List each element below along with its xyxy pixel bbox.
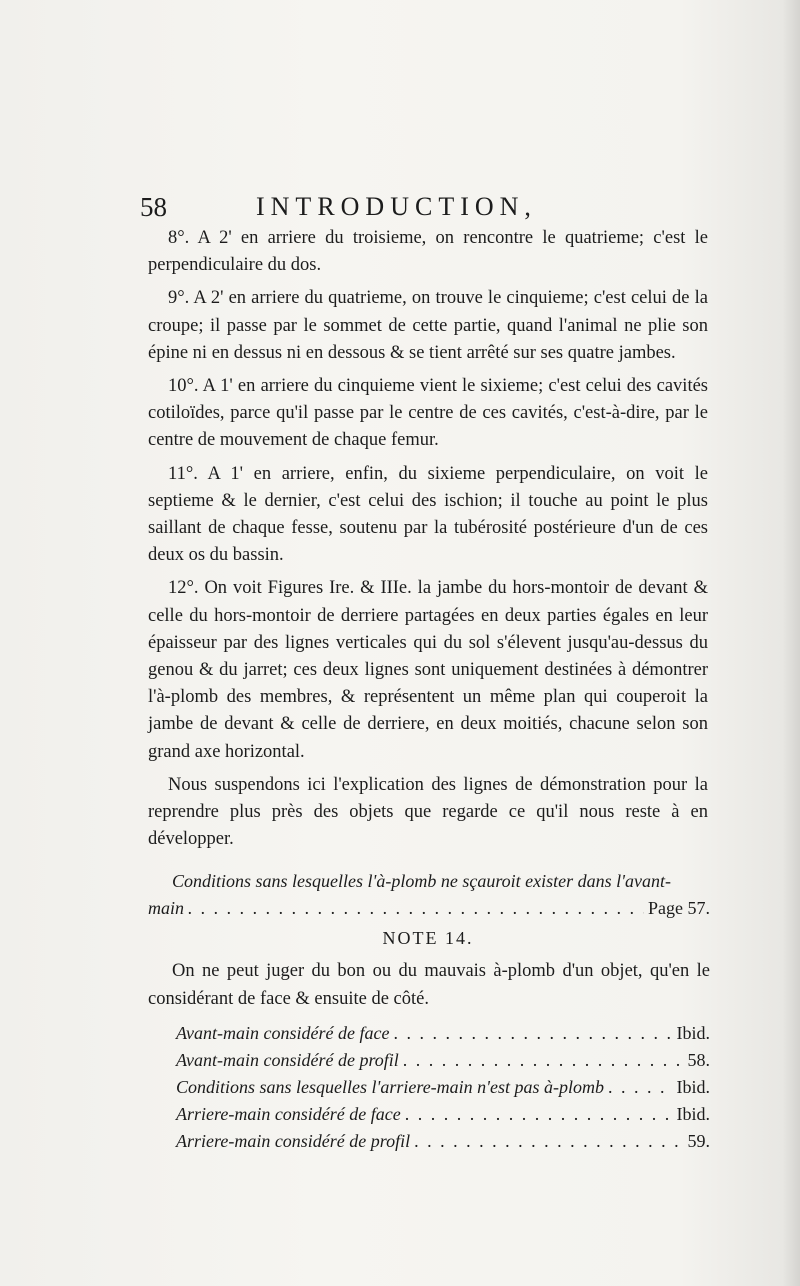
page-header (140, 192, 620, 226)
toc-main-title-line2: main (148, 898, 184, 918)
leader-dots (393, 1020, 672, 1047)
paragraph: 9°. A 2' en arriere du quatrieme, on trouve le cinquieme; c'est celui de la croupe; il passe par le sommet de cette partie, quand l'animal ne plie son épine ni en dessus ni en dessous & se tient arrêté sur ses quatre jambes. (148, 288, 708, 363)
paragraph: 12°. On voit Figures Ire. & IIIe. la jambe du hors-montoir de devant & celle du hors-montoir de derriere partagées en deux parties égales en leur épaisseur par des lignes verticales qui du sol s'élevent jusqu'au-dessus du genou & du jarret; ces deux lignes sont uniquement destinées à démontrer l'à-plomb des membres, & représentent un même plan qui couperoit la jambe de devant & celle de derriere, en deux moitiés, chacune selon son grand axe horizontal. (148, 578, 708, 762)
toc-entry-title: Avant-main considéré de profil (176, 1050, 399, 1070)
note-body (148, 958, 710, 1013)
page-edge-shadow (782, 0, 800, 1286)
toc-entry-page: Ibid. (676, 1104, 710, 1124)
note-title: NOTE 14. (382, 928, 474, 948)
leader-dots (414, 1128, 683, 1155)
body-text (148, 225, 708, 859)
page-number: 58 (140, 192, 167, 222)
toc-entry-page: Ibid. (676, 1077, 710, 1097)
toc-entry (148, 1128, 710, 1155)
leader-dots (403, 1047, 684, 1074)
toc-entry-page: Ibid. (676, 1023, 710, 1043)
toc-entry-page: 59. (687, 1131, 710, 1151)
toc-entry (148, 1101, 710, 1128)
toc-entry (148, 1074, 710, 1101)
leader-dots (188, 895, 644, 922)
toc-entry (148, 1020, 710, 1047)
toc-main-page: Page 57. (648, 898, 710, 918)
toc-main-row (148, 895, 710, 922)
paragraph: 8°. A 2' en arriere du troisieme, on rencontre le quatrieme; c'est le perpendiculaire du dos. (148, 228, 708, 276)
leader-dots (405, 1101, 673, 1128)
paragraph: 10°. A 1' en arriere du cinquieme vient le sixieme; c'est celui des cavités cotiloïdes, parce qu'il passe par le centre de ces cavités, c'est-à-dire, par le centre de mouvement de chaque femur. (148, 376, 708, 451)
note-text: On ne peut juger du bon ou du mauvais à-plomb d'un objet, qu'en le considérant de face & ensuite de côté. (148, 961, 710, 1009)
running-title: INTRODUCTION, (256, 192, 537, 221)
toc-main-entry (148, 868, 710, 922)
paragraph: 11°. A 1' en arriere, enfin, du sixieme perpendiculaire, on voit le septieme & le dernier, c'est celui des ischion; il touche au point le plus saillant de chaque fesse, soutenu par la tubérosité postérieure d'un de ces deux os du bassin. (148, 463, 708, 566)
toc-entry-page: 58. (687, 1050, 710, 1070)
toc-entry-title: Conditions sans lesquelles l'arriere-main n'est pas à-plomb (176, 1077, 605, 1097)
toc-entry-title: Arriere-main considéré de face (176, 1104, 401, 1124)
paragraph: Nous suspendons ici l'explication des lignes de démonstration pour la reprendre plus près des objets que regarde ce qu'il nous reste à en développer. (148, 774, 708, 850)
toc-entry-title: Arriere-main considéré de profil (176, 1131, 411, 1151)
toc-entry (148, 1047, 710, 1074)
toc-main-title-line1: Conditions sans lesquelles l'à-plomb ne sçauroit exister dans l'avant- (172, 871, 671, 891)
toc-list (148, 1020, 710, 1155)
toc-entry-title: Avant-main considéré de face (176, 1023, 390, 1043)
leader-dots (608, 1074, 672, 1101)
